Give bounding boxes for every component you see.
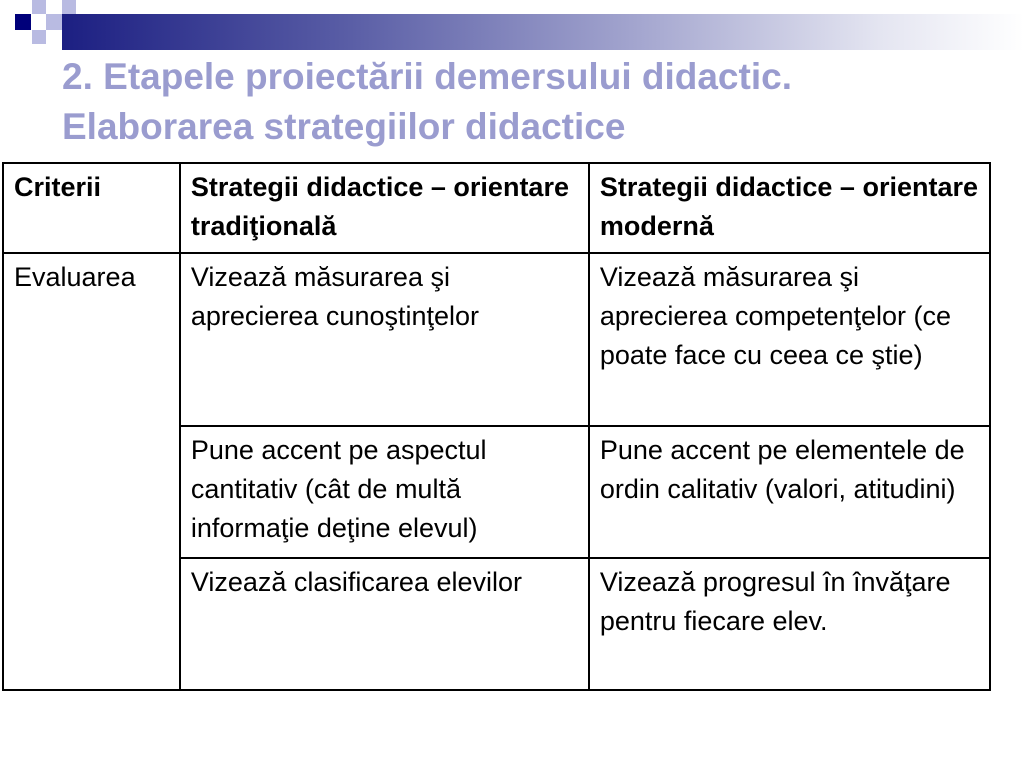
decor-square-navy	[15, 14, 31, 30]
modern-cell: Vizează măsurarea şi aprecierea competenţelor (ce poate face cu ceea ce ştie)	[589, 253, 990, 426]
modern-cell: Pune accent pe elementele de ordin calitativ (valori, atitudini)	[589, 426, 990, 558]
slide-title-line: Elaborarea strategiilor didactice	[62, 106, 626, 147]
decor-square-light	[46, 14, 62, 30]
modern-cell: Vizează progresul în învăţare pentru fiecare elev.	[589, 558, 990, 690]
decor-square-light	[32, 30, 46, 44]
table-header-row	[3, 163, 990, 253]
table-row	[3, 253, 990, 426]
decor-square-light	[62, 0, 76, 14]
decor-square-light	[32, 0, 46, 14]
criterion-cell: Evaluarea	[3, 253, 180, 690]
header-modern: Strategii didactice – orientare modernă	[589, 163, 990, 253]
header-criteria: Criterii	[3, 163, 180, 253]
header-gradient-band	[62, 14, 1024, 50]
header-traditional: Strategii didactice – orientare tradiţională	[180, 163, 589, 253]
traditional-cell: Pune accent pe aspectul cantitativ (cât de multă informaţie deţine elevul)	[180, 426, 589, 558]
traditional-cell: Vizează măsurarea şi aprecierea cunoştinţelor	[180, 253, 589, 426]
slide-title-line: 2. Etapele proiectării demersului didactic.	[62, 56, 792, 97]
traditional-cell: Vizează clasificarea elevilor	[180, 558, 589, 690]
slide-title	[62, 52, 1002, 152]
strategies-table	[2, 162, 991, 691]
